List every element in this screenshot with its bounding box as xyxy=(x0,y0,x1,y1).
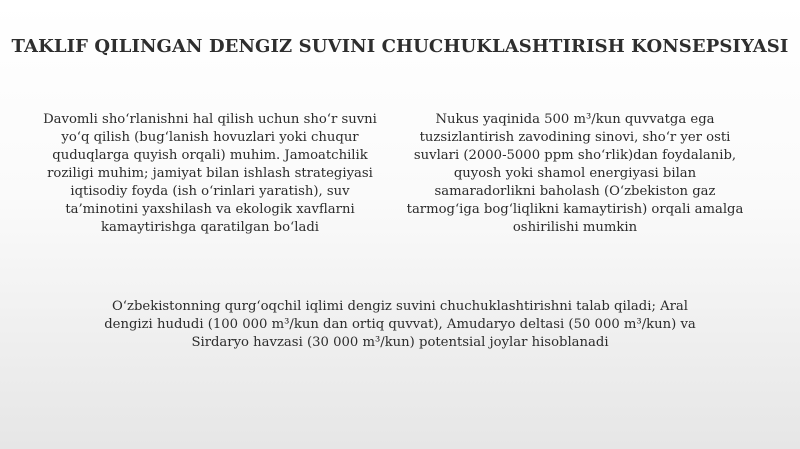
bottom-paragraph: O‘zbekistonning qurg‘oqchil iqlimi dengiz suvini chuchuklashtirishni talab qiladi; Aral dengizi hududi (100 000 m³/kun dan ortiq quvvat), Amudaryo deltasi (50 000 m³/kun) va Sirdaryo havzasi (30 000 m³/kun) potentsial joylar hisoblanadi xyxy=(104,299,696,350)
left-paragraph: Davomli sho‘rlanishni hal qilish uchun sho‘r suvni yo‘q qilish (bug‘lanish hovuzlari yoki chuqur quduqlarga quyish orqali) muhim. Jamoatchilik roziligi muhim; jamiyat bilan ishlash strategiyasi iqtisodiy foyda (ish o‘rinlari yaratish), suv ta’minotini yaxshilash va ekologik xavflarni kamaytirishga qaratilgan bo‘ladi xyxy=(43,112,377,235)
slide-title: TAKLIF QILINGAN DENGIZ SUVINI CHUCHUKLASHTIRISH KONSEPSIYASI xyxy=(11,36,789,57)
right-paragraph: Nukus yaqinida 500 m³/kun quvvatga ega tuzsizlantirish zavodining sinovi, sho‘r yer osti suvlari (2000-5000 ppm sho‘rlik)dan foydalanib, quyosh yoki shamol energiyasi bilan samaradorlikni baholash (O‘zbekiston gaz tarmog‘iga bog‘liqlikni kamaytirish) orqali amalga oshirilishi mumkin xyxy=(406,112,744,235)
